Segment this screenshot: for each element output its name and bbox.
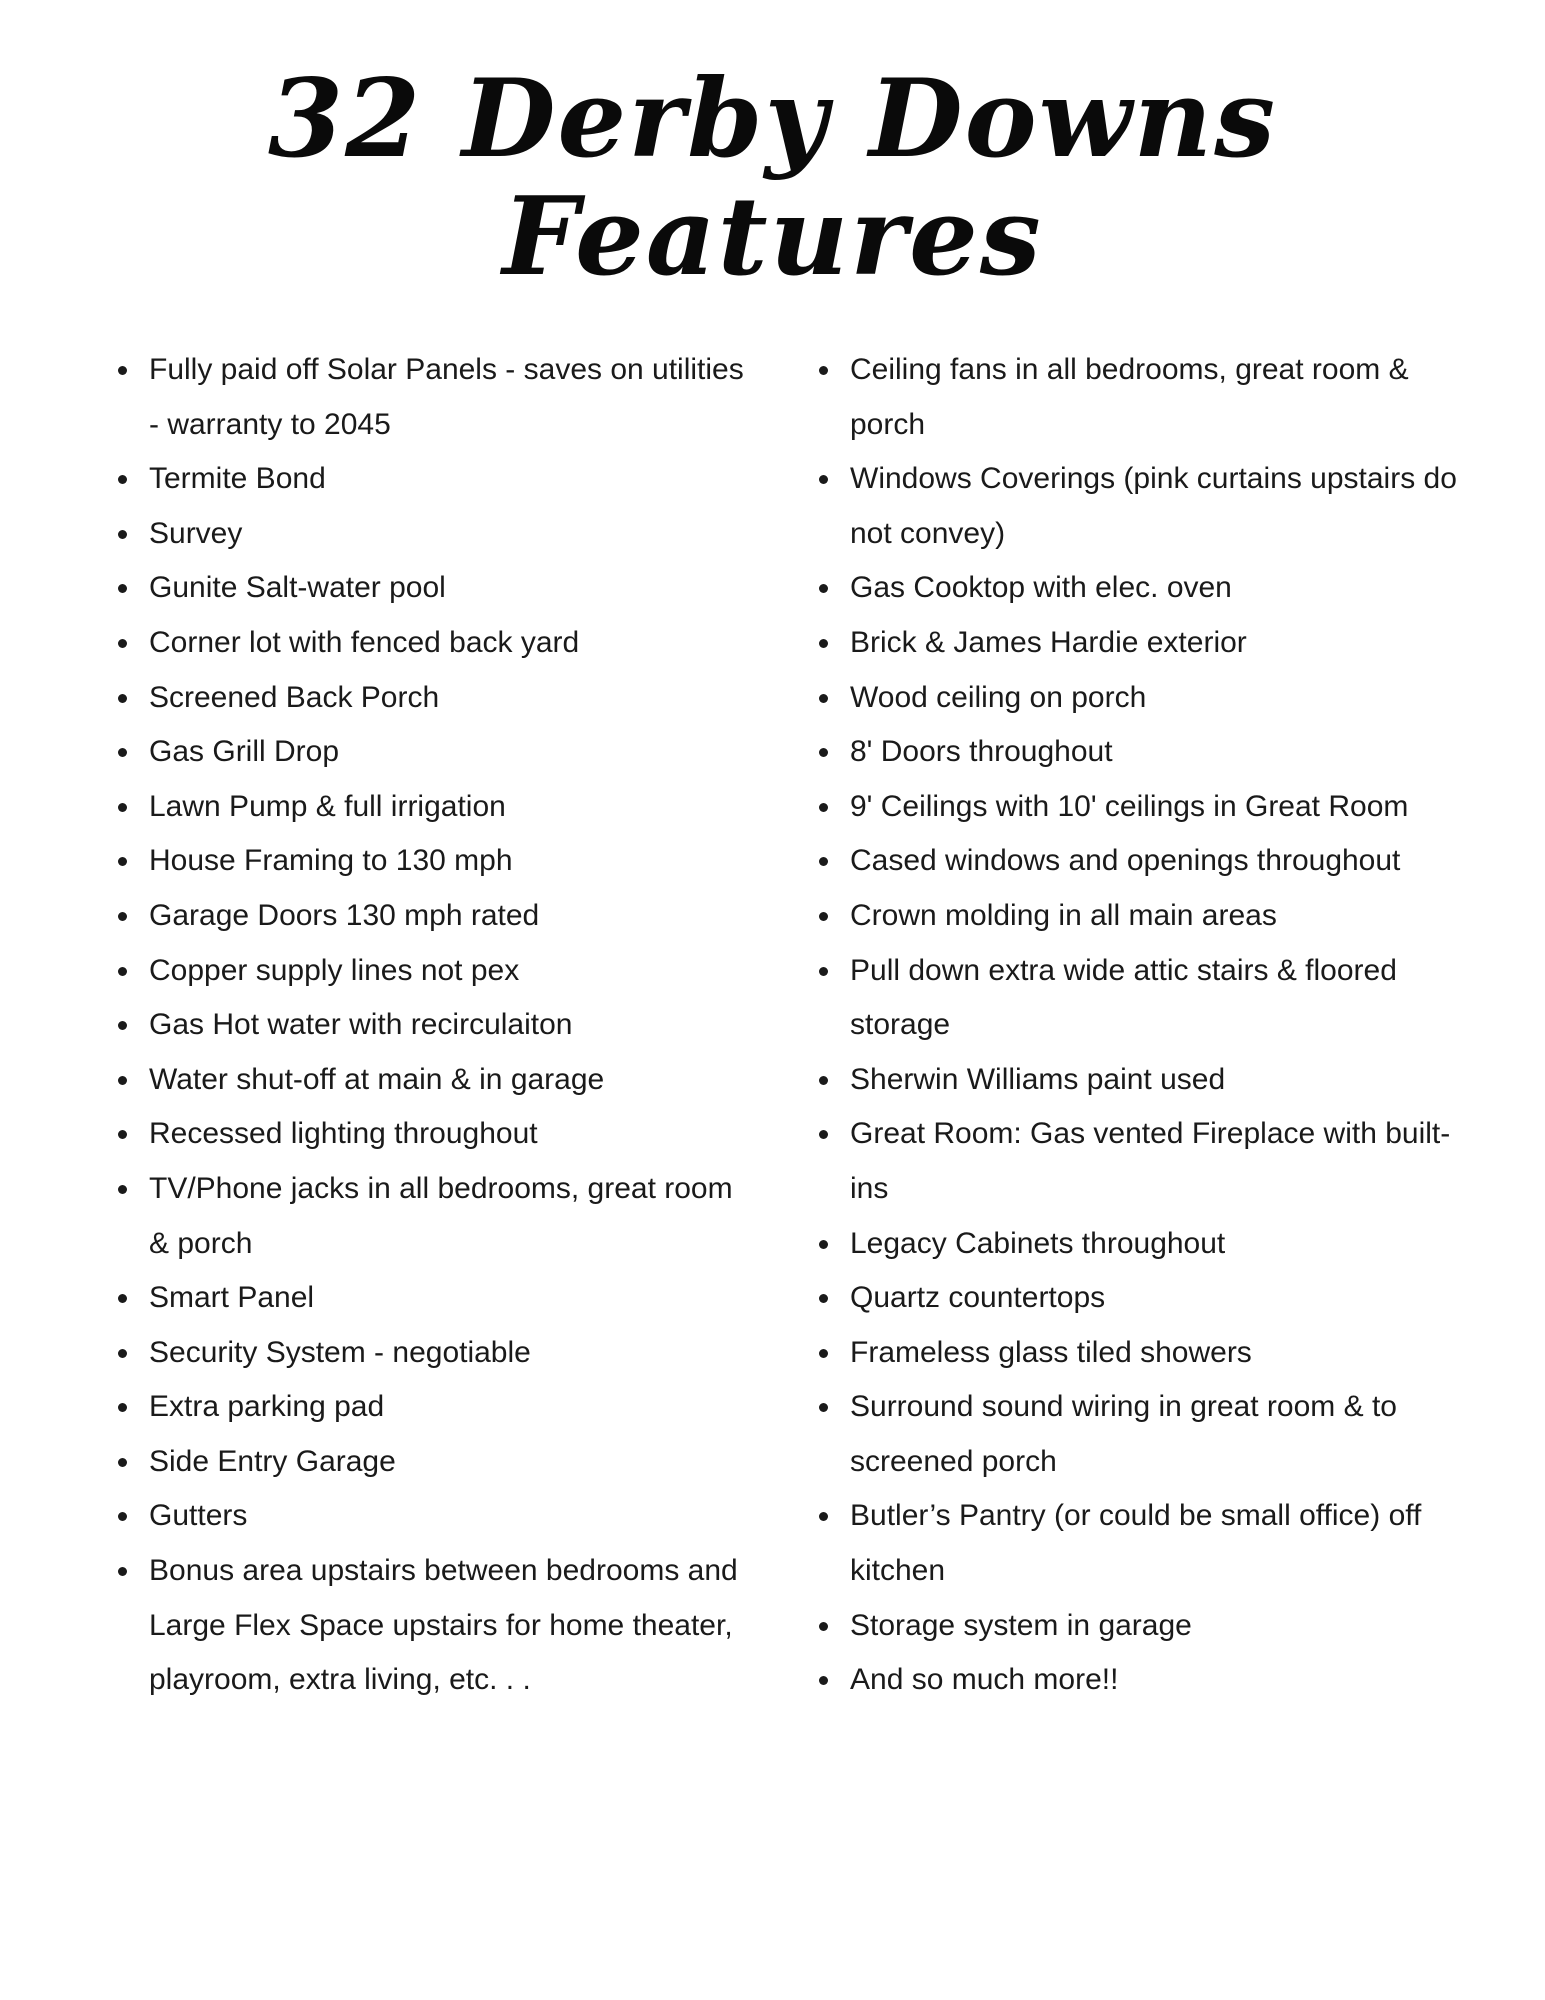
bullet-icon — [118, 584, 127, 593]
feature-text: Gas Cooktop with elec. oven — [850, 571, 1232, 605]
feature-text: Legacy Cabinets throughout — [850, 1226, 1226, 1260]
list-item — [118, 834, 758, 889]
list-item — [819, 1053, 1459, 1108]
list-item — [118, 507, 758, 562]
bullet-icon — [118, 1567, 127, 1576]
feature-text: Bonus area upstairs between bedrooms and Large Flex Space upstairs for home theater, playroom, extra living, etc. . . — [149, 1554, 738, 1697]
feature-text: Wood ceiling on porch — [850, 680, 1147, 714]
feature-text: Great Room: Gas vented Fireplace with built-ins — [850, 1117, 1451, 1205]
bullet-icon — [118, 857, 127, 866]
feature-text: Frameless glass tiled showers — [850, 1335, 1252, 1369]
feature-text: Butler’s Pantry (or could be small office) off kitchen — [850, 1499, 1422, 1588]
page-title — [0, 56, 1545, 300]
bullet-icon — [819, 803, 828, 812]
bullet-icon — [819, 1349, 828, 1358]
list-item — [819, 561, 1459, 616]
feature-text: And so much more!! — [850, 1663, 1119, 1697]
feature-text: Gas Grill Drop — [149, 735, 340, 769]
bullet-icon — [819, 967, 828, 976]
feature-text: Quartz countertops — [850, 1281, 1106, 1315]
list-item — [118, 1271, 758, 1326]
title-features: Features — [502, 174, 1043, 300]
feature-text: Fully paid off Solar Panels - saves on utilities - warranty to 2045 — [149, 353, 744, 441]
feature-text: Screened Back Porch — [149, 680, 440, 714]
feature-text: TV/Phone jacks in all bedrooms, great room & porch — [149, 1171, 733, 1260]
bullet-icon — [118, 967, 127, 976]
feature-text: Recessed lighting throughout — [149, 1117, 538, 1151]
bullet-icon — [819, 1403, 828, 1412]
bullet-icon — [118, 475, 127, 484]
bullet-icon — [819, 639, 828, 648]
feature-text: Cased windows and openings throughout — [850, 844, 1401, 878]
title-address: 32 Derby Downs — [267, 56, 1278, 182]
list-item — [118, 561, 758, 616]
features-list-left — [118, 343, 758, 1708]
bullet-icon — [819, 1130, 828, 1139]
list-item — [118, 1380, 758, 1435]
bullet-icon — [819, 857, 828, 866]
list-item — [819, 1489, 1459, 1598]
bullet-icon — [819, 1240, 828, 1249]
bullet-icon — [118, 530, 127, 539]
feature-text: Side Entry Garage — [149, 1444, 396, 1478]
features-list-right — [819, 343, 1459, 1708]
list-item — [819, 725, 1459, 780]
list-item — [118, 1107, 758, 1162]
list-item — [118, 671, 758, 726]
feature-text: Lawn Pump & full irrigation — [149, 789, 506, 823]
feature-text: Corner lot with fenced back yard — [149, 625, 580, 659]
feature-text: Surround sound wiring in great room & to screened porch — [850, 1390, 1397, 1478]
bullet-icon — [819, 912, 828, 921]
bullet-icon — [118, 1349, 127, 1358]
bullet-icon — [819, 366, 828, 375]
bullet-icon — [118, 1076, 127, 1085]
bullet-icon — [819, 1294, 828, 1303]
list-item — [118, 1544, 758, 1708]
bullet-icon — [819, 475, 828, 484]
list-item — [118, 1053, 758, 1108]
list-item — [819, 834, 1459, 889]
list-item — [118, 725, 758, 780]
feature-text: Storage system in garage — [850, 1608, 1192, 1642]
feature-text: Termite Bond — [149, 462, 326, 496]
feature-text: Extra parking pad — [149, 1390, 385, 1424]
bullet-icon — [819, 1076, 828, 1085]
feature-text: Smart Panel — [149, 1281, 315, 1315]
feature-text: Security System - negotiable — [149, 1335, 531, 1369]
feature-text: Gutters — [149, 1499, 248, 1533]
bullet-icon — [819, 694, 828, 703]
list-item — [118, 1435, 758, 1490]
feature-text: Gas Hot water with recirculaiton — [149, 1008, 573, 1042]
feature-text: 8' Doors throughout — [850, 735, 1113, 769]
list-item — [819, 1107, 1459, 1216]
list-item — [118, 1162, 758, 1271]
list-item — [819, 343, 1459, 452]
list-item — [819, 1653, 1459, 1708]
feature-text: Copper supply lines not pex — [149, 953, 520, 987]
list-item — [819, 671, 1459, 726]
bullet-icon — [118, 1512, 127, 1521]
list-item — [819, 1217, 1459, 1272]
bullet-icon — [118, 694, 127, 703]
bullet-icon — [118, 1294, 127, 1303]
bullet-icon — [819, 1676, 828, 1685]
feature-text: House Framing to 130 mph — [149, 844, 513, 878]
list-item — [118, 616, 758, 671]
bullet-icon — [819, 1622, 828, 1631]
feature-text: Water shut-off at main & in garage — [149, 1062, 605, 1096]
bullet-icon — [118, 1403, 127, 1412]
feature-text: Survey — [149, 516, 243, 550]
list-item — [819, 889, 1459, 944]
list-item — [118, 1326, 758, 1381]
list-item — [118, 944, 758, 999]
list-item — [819, 616, 1459, 671]
list-item — [118, 889, 758, 944]
list-item — [819, 1380, 1459, 1489]
list-item — [118, 780, 758, 835]
bullet-icon — [819, 1512, 828, 1521]
bullet-icon — [819, 748, 828, 757]
bullet-icon — [118, 1021, 127, 1030]
bullet-icon — [118, 366, 127, 375]
bullet-icon — [118, 912, 127, 921]
list-item — [819, 1326, 1459, 1381]
feature-text: Brick & James Hardie exterior — [850, 625, 1247, 659]
feature-text: Ceiling fans in all bedrooms, great room & porch — [850, 353, 1409, 441]
list-item — [118, 998, 758, 1053]
list-item — [118, 1489, 758, 1544]
list-item — [819, 1599, 1459, 1654]
feature-text: Pull down extra wide attic stairs & floored storage — [850, 953, 1397, 1042]
bullet-icon — [118, 1185, 127, 1194]
bullet-icon — [118, 639, 127, 648]
list-item — [819, 1271, 1459, 1326]
bullet-icon — [118, 803, 127, 812]
feature-text: Crown molding in all main areas — [850, 898, 1277, 932]
feature-text: Windows Coverings (pink curtains upstairs do not convey) — [850, 462, 1457, 550]
bullet-icon — [819, 584, 828, 593]
feature-text: Gunite Salt-water pool — [149, 571, 446, 605]
bullet-icon — [118, 748, 127, 757]
list-item — [118, 452, 758, 507]
list-item — [819, 944, 1459, 1053]
list-item — [118, 343, 758, 452]
bullet-icon — [118, 1458, 127, 1467]
list-item — [819, 780, 1459, 835]
feature-text: Garage Doors 130 mph rated — [149, 898, 540, 932]
feature-text: 9' Ceilings with 10' ceilings in Great Room — [850, 789, 1409, 823]
list-item — [819, 452, 1459, 561]
feature-text: Sherwin Williams paint used — [850, 1062, 1226, 1096]
bullet-icon — [118, 1130, 127, 1139]
